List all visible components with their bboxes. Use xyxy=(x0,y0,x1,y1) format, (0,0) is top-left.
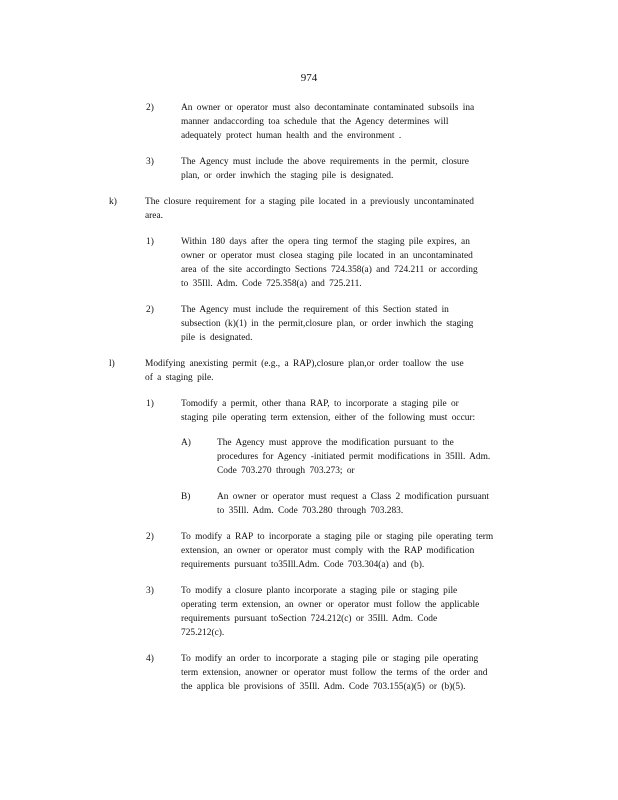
item-text xyxy=(181,235,478,291)
text-line: the applica ble provisions of 35Ill. Adm. Code 703.155(a)(5) or (b)(5). xyxy=(181,682,466,692)
text-line: owner or operator must closea staging pile located in an uncontaminated xyxy=(181,251,473,261)
text-line: area. xyxy=(145,211,163,221)
text-line: The Agency must include the above requirements in the permit, closure xyxy=(181,157,469,167)
item-text xyxy=(145,357,464,385)
item-marker: 1) xyxy=(146,237,154,247)
item-marker: l) xyxy=(109,359,115,369)
text-line: procedures for Agency -initiated permit modifications in 35Ill. Adm. xyxy=(217,452,491,462)
text-line: The Agency must include the requirement of this Section stated in xyxy=(181,305,449,315)
item-text xyxy=(181,530,493,572)
text-line: subsection (k)(1) in the permit,closure plan, or order inwhich the staging xyxy=(181,319,474,329)
item-marker: 3) xyxy=(146,157,154,167)
text-line: pile is designated. xyxy=(181,333,253,343)
text-line: of a staging pile. xyxy=(145,373,214,383)
page-number: 974 xyxy=(300,72,318,84)
text-line: plan, or order inwhich the staging pile is designated. xyxy=(181,171,394,181)
item-marker: 3) xyxy=(146,586,154,596)
item-text xyxy=(181,584,479,640)
item-text xyxy=(217,490,489,518)
text-line: manner andaccording toa schedule that the Agency determines will xyxy=(181,117,449,127)
text-line: to 35Ill. Adm. Code 703.280 through 703.283. xyxy=(217,506,404,516)
text-line: The Agency must approve the modification pursuant to the xyxy=(217,438,454,448)
item-text xyxy=(181,652,487,694)
text-line: requirements pursuant to35Ill.Adm. Code 703.304(a) and (b). xyxy=(181,560,425,570)
text-line: 725.212(c). xyxy=(181,628,225,638)
item-text xyxy=(145,195,474,223)
item-text xyxy=(181,303,473,345)
text-line: Within 180 days after the opera ting termof the staging pile expires, an xyxy=(181,237,470,247)
text-line: To modify an order to incorporate a staging pile or staging pile operating xyxy=(181,654,479,664)
text-line: Code 703.270 through 703.273; or xyxy=(217,466,355,476)
item-marker: B) xyxy=(181,492,191,502)
text-line: term extension, anowner or operator must follow the terms of the order and xyxy=(181,668,488,678)
item-marker: 4) xyxy=(146,654,154,664)
item-marker: k) xyxy=(109,197,117,207)
text-line: An owner or operator must also decontaminate contaminated subsoils ina xyxy=(181,103,475,113)
text-line: requirements pursuant toSection 724.212(c) or 35Ill. Adm. Code xyxy=(181,614,438,624)
item-text xyxy=(181,397,475,425)
item-marker: 2) xyxy=(146,103,154,113)
text-line: Modifying anexisting permit (e.g., a RAP),closure plan,or order toallow the use xyxy=(145,359,464,369)
text-line: area of the site accordingto Sections 724.358(a) and 724.211 or according xyxy=(181,265,478,275)
text-line: To modify a RAP to incorporate a staging pile or staging pile operating term xyxy=(181,532,494,542)
text-line: operating term extension, an owner or operator must follow the applicable xyxy=(181,600,480,610)
item-text xyxy=(217,436,490,478)
text-line: adequately protect human health and the environment . xyxy=(181,131,402,141)
text-line: to 35Ill. Adm. Code 725.358(a) and 725.211. xyxy=(181,279,362,289)
item-text xyxy=(181,101,474,143)
item-marker: 1) xyxy=(146,399,154,409)
text-line: Tomodify a permit, other thana RAP, to incorporate a staging pile or xyxy=(181,399,459,409)
item-text xyxy=(181,155,469,183)
text-line: extension, an owner or operator must comply with the RAP modification xyxy=(181,546,475,556)
text-line: To modify a closure planto incorporate a staging pile or staging pile xyxy=(181,586,458,596)
item-marker: 2) xyxy=(146,305,154,315)
text-line: An owner or operator must request a Class 2 modification pursuant xyxy=(217,492,490,502)
text-line: staging pile operating term extension, either of the following must occur: xyxy=(181,413,476,423)
item-marker: A) xyxy=(181,438,191,448)
item-marker: 2) xyxy=(146,532,154,542)
text-line: The closure requirement for a staging pile located in a previously uncontaminated xyxy=(145,197,474,207)
